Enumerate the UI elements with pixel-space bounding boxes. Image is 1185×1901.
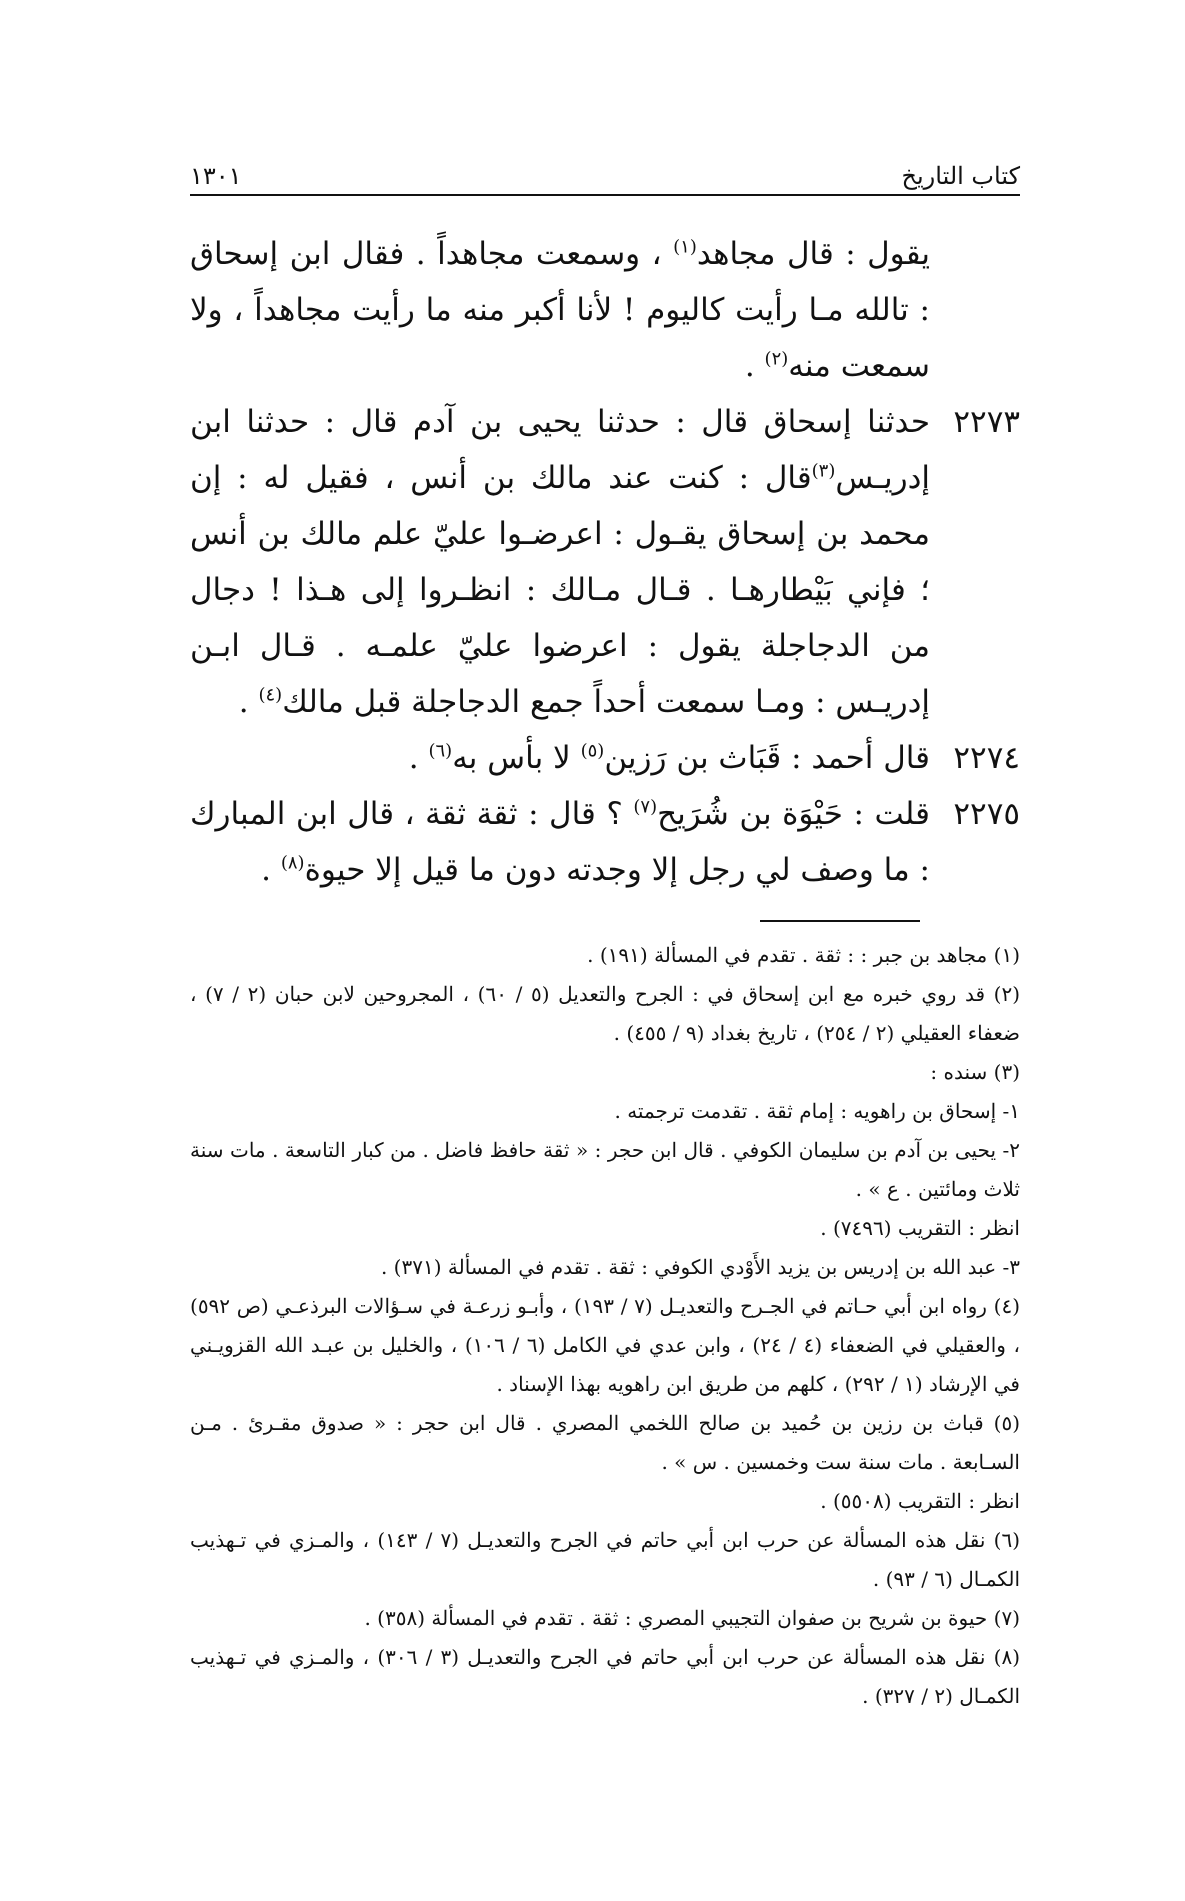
footnote: (٧) حيوة بن شريح بن صفوان التجيبي المصري : ثقة . تقدم في المسألة (٣٥٨) . (364, 1606, 1020, 1630)
footnote-ref: (١) (673, 236, 697, 258)
footnote-ref: (٢) (764, 348, 789, 370)
footnote-subitem: انظر : التقريب (٥٥٠٨) . (820, 1489, 1020, 1513)
paragraph-text: يقول : قال مجاهد$^{(١)}$ ، وسمعت مجاهداً . فقال ابن إسحاق : تالله مـا رأيت كاليوم ! لأنا أكبر منه ما رأيت مجاهداً ، ولا سمعت منه$^{(٢)}$ . (190, 236, 931, 384)
main-text (190, 226, 1020, 898)
header-rule (190, 194, 1020, 196)
footnote-ref: (٦) (428, 740, 453, 762)
paragraph-text: قلت : حَيْوَة بن شُرَيح$^{(٧)}$ ؟ قال : ثقة ثقة ، قال ابن المبارك : ما وصف لي رجل إلا وجدته دون ما قيل إلا حيوة$^{(٨)}$ . (190, 796, 930, 888)
paragraph-number: ٢٢٧٣ (953, 404, 1020, 440)
footnote: (٣) سنده : (930, 1060, 1020, 1084)
footnote: (٤) رواه ابن أبي حـاتم في الجـرح والتعديـل (٧ / ١٩٣) ، وأبـو زرعـة في سـؤالات البرذعـي (ص ٥٩٢) ، والعقيلي في الضعفاء (٤ / ٢٤) ، وابن عدي في الكامل (٦ / ١٠٦) ، والخليل بن عبـد الله القزويـني في الإرشاد (١ / ٢٩٢) ، كلهم من طريق ابن راهويه بهذا الإسناد . (190, 1294, 1021, 1396)
paragraph-continuation (190, 226, 1020, 394)
footnote-subitem: ٣- عبد الله بن إدريس بن يزيد الأَوْدي الكوفي : ثقة . تقدم في المسألة (٣٧١) . (380, 1255, 1020, 1279)
footnote: (٢) قد روي خبره مع ابن إسحاق في : الجرح والتعديل (٥ / ٦٠) ، المجروحين لابن حبان (٢ / ٧) ، ضعفاء العقيلي (٢ / ٢٥٤) ، تاريخ بغداد (٩ / ٤٥٥) . (190, 982, 1021, 1045)
footnotes (190, 936, 1020, 1716)
footnote: (١) مجاهد بن جبر : : ثقة . تقدم في المسألة (١٩١) . (587, 943, 1020, 967)
page-number: ١٣٠١ (190, 162, 242, 190)
paragraph-2275 (190, 786, 1020, 898)
paragraph-2273 (190, 394, 1020, 730)
paragraph-2274 (190, 730, 1020, 786)
footnote-ref: (٥) (580, 740, 605, 762)
footnote-subitem: انظر : التقريب (٧٤٩٦) . (820, 1216, 1020, 1240)
paragraph-number: ٢٢٧٤ (953, 740, 1020, 776)
footnote: (٦) نقل هذه المسألة عن حرب ابن أبي حاتم في الجرح والتعديـل (٧ / ١٤٣) ، والمـزي في تـهذيب الكمـال (٦ / ٩٣) . (190, 1528, 1021, 1591)
footnote: (٥) قباث بن رزين بن حُميد بن صالح اللخمي المصري . قال ابن حجر : « صدوق مقـرئ . مـن السـابعة . مات سنة ست وخمسين . س » . (190, 1411, 1020, 1474)
footnote-ref: (٧) (633, 796, 658, 818)
running-header (190, 150, 1020, 190)
footnote-subitem: ١- إسحاق بن راهويه : إمام ثقة . تقدمت ترجمته . (614, 1099, 1020, 1123)
paragraph-number (930, 226, 1020, 394)
footnote-ref: (٤) (258, 684, 283, 706)
footnote-ref: (٣) (811, 460, 836, 482)
footnote-separator (760, 920, 920, 922)
footnote-ref: (٨) (280, 852, 305, 874)
header-title: كتاب التاريخ (901, 162, 1020, 190)
footnote-subitem: ٢- يحيى بن آدم بن سليمان الكوفي . قال ابن حجر : « ثقة حافظ فاضل . من كبار التاسعة . مات سنة ثلاث ومائتين . ع » . (190, 1138, 1020, 1201)
book-page (190, 150, 1020, 1716)
paragraph-number: ٢٢٧٥ (953, 796, 1020, 832)
paragraph-text: حدثنا إسحاق قال : حدثنا يحيى بن آدم قال : حدثنا ابن إدريـس$^{(٣)}$قال : كنت عند مالك بن أنس ، فقيل له : إن محمد بن إسحاق يقـول : اعرضـوا عليّ علم مالك بن أنس ؛ فإني بَيْطارهـا . قـال مـالك : انظـروا إلى هـذا ! دجال من الدجاجلة يقول : اعرضوا عليّ علمـه . قـال ابـن إدريـس : ومـا سمعت أحداً جمع الدجاجلة قبل مالك$^{(٤)}$ . (190, 404, 930, 720)
paragraph-text: قال أحمد : قَبَاث بن رَزين$^{(٥)}$ لا بأس به$^{(٦)}$ . (408, 740, 930, 776)
footnote: (٨) نقل هذه المسألة عن حرب ابن أبي حاتم في الجرح والتعديـل (٣ / ٣٠٦) ، والمـزي في تـهذيب الكمـال (٢ / ٣٢٧) . (190, 1645, 1021, 1708)
